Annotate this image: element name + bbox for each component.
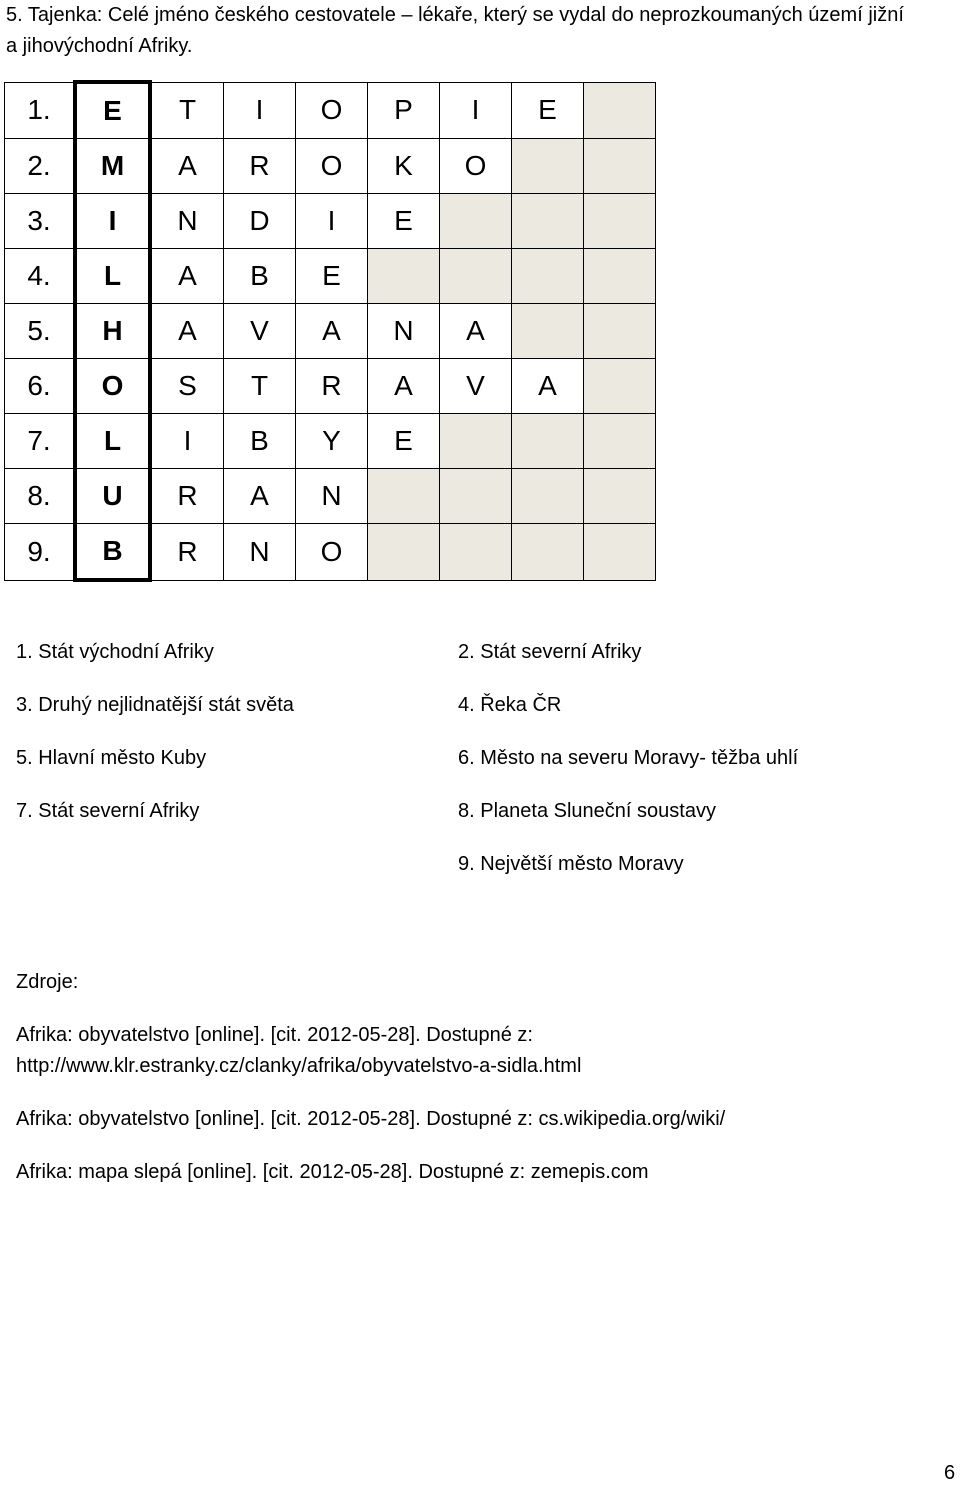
empty-cell	[584, 82, 656, 139]
tajenka-cell: U	[75, 469, 150, 524]
empty-cell	[440, 194, 512, 249]
tajenka-cell: L	[75, 414, 150, 469]
empty-cell	[368, 524, 440, 581]
sources-heading: Zdroje:	[16, 971, 79, 993]
empty-cell	[584, 139, 656, 194]
letter-cell: N	[224, 524, 296, 581]
empty-cell	[440, 414, 512, 469]
letter-cell: A	[512, 359, 584, 414]
row-number: 9.	[5, 524, 76, 581]
tajenka-cell: M	[75, 139, 150, 194]
clue-1: 1. Stát východní Afriky	[16, 641, 214, 663]
empty-cell	[584, 414, 656, 469]
letter-cell: A	[368, 359, 440, 414]
clue-9: 9. Největší město Moravy	[458, 853, 684, 875]
row-number: 1.	[5, 82, 76, 139]
letter-cell: A	[440, 304, 512, 359]
row-number: 7.	[5, 414, 76, 469]
row-number: 2.	[5, 139, 76, 194]
page-number: 6	[944, 1462, 956, 1484]
crossword-row	[5, 359, 656, 414]
empty-cell	[584, 359, 656, 414]
source-1-link[interactable]: http://www.klr.estranky.cz/clanky/afrika/obyvatelstvo-a-sidla.html	[16, 1055, 582, 1077]
letter-cell: V	[224, 304, 296, 359]
clue-4: 4. Řeka ČR	[458, 694, 562, 716]
crossword-grid	[4, 80, 656, 582]
empty-cell	[440, 524, 512, 581]
crossword-row	[5, 249, 656, 304]
letter-cell: I	[296, 194, 368, 249]
tajenka-cell: E	[75, 82, 150, 139]
clue-7: 7. Stát severní Afriky	[16, 800, 200, 822]
clue-8: 8. Planeta Sluneční soustavy	[458, 800, 716, 822]
instructions-line-2: a jihovýchodní Afriky.	[6, 35, 193, 57]
letter-cell: R	[224, 139, 296, 194]
letter-cell: Y	[296, 414, 368, 469]
crossword-row	[5, 304, 656, 359]
source-2: Afrika: obyvatelstvo [online]. [cit. 2012-05-28]. Dostupné z: cs.wikipedia.org/wiki/	[16, 1108, 726, 1130]
letter-cell: R	[150, 469, 224, 524]
letter-cell: K	[368, 139, 440, 194]
empty-cell	[584, 194, 656, 249]
row-number: 3.	[5, 194, 76, 249]
crossword-row	[5, 524, 656, 581]
empty-cell	[584, 304, 656, 359]
letter-cell: O	[440, 139, 512, 194]
tajenka-cell: L	[75, 249, 150, 304]
letter-cell: R	[150, 524, 224, 581]
letter-cell: T	[224, 359, 296, 414]
clue-6: 6. Město na severu Moravy- těžba uhlí	[458, 747, 799, 769]
empty-cell	[512, 469, 584, 524]
letter-cell: B	[224, 249, 296, 304]
letter-cell: O	[296, 524, 368, 581]
empty-cell	[512, 194, 584, 249]
row-number: 6.	[5, 359, 76, 414]
empty-cell	[512, 524, 584, 581]
clue-5: 5. Hlavní město Kuby	[16, 747, 207, 769]
source-3: Afrika: mapa slepá [online]. [cit. 2012-05-28]. Dostupné z: zemepis.com	[16, 1161, 649, 1183]
empty-cell	[512, 139, 584, 194]
empty-cell	[440, 469, 512, 524]
tajenka-cell: B	[75, 524, 150, 581]
empty-cell	[584, 469, 656, 524]
letter-cell: A	[150, 249, 224, 304]
letter-cell: E	[296, 249, 368, 304]
letter-cell: D	[224, 194, 296, 249]
letter-cell: A	[296, 304, 368, 359]
letter-cell: I	[224, 82, 296, 139]
letter-cell: S	[150, 359, 224, 414]
source-1-line-1: Afrika: obyvatelstvo [online]. [cit. 2012-05-28]. Dostupné z:	[16, 1024, 533, 1046]
letter-cell: E	[512, 82, 584, 139]
letter-cell: O	[296, 82, 368, 139]
crossword-row	[5, 139, 656, 194]
crossword-row	[5, 194, 656, 249]
letter-cell: V	[440, 359, 512, 414]
empty-cell	[584, 249, 656, 304]
instructions-line-1: 5. Tajenka: Celé jméno českého cestovatele – lékaře, který se vydal do neprozkoumaných území jižní	[6, 4, 904, 26]
letter-cell: T	[150, 82, 224, 139]
letter-cell: I	[150, 414, 224, 469]
empty-cell	[512, 304, 584, 359]
letter-cell: A	[150, 139, 224, 194]
row-number: 5.	[5, 304, 76, 359]
empty-cell	[440, 249, 512, 304]
tajenka-cell: O	[75, 359, 150, 414]
letter-cell: P	[368, 82, 440, 139]
row-number: 4.	[5, 249, 76, 304]
crossword-row	[5, 414, 656, 469]
clue-3: 3. Druhý nejlidnatější stát světa	[16, 694, 294, 716]
letter-cell: I	[440, 82, 512, 139]
empty-cell	[584, 524, 656, 581]
empty-cell	[512, 249, 584, 304]
tajenka-instructions	[6, 0, 946, 62]
letter-cell: O	[296, 139, 368, 194]
letter-cell: A	[224, 469, 296, 524]
empty-cell	[368, 249, 440, 304]
letter-cell: B	[224, 414, 296, 469]
letter-cell: N	[150, 194, 224, 249]
crossword-row	[5, 82, 656, 139]
letter-cell: R	[296, 359, 368, 414]
letter-cell: N	[296, 469, 368, 524]
letter-cell: N	[368, 304, 440, 359]
clue-2: 2. Stát severní Afriky	[458, 641, 642, 663]
tajenka-cell: I	[75, 194, 150, 249]
letter-cell: E	[368, 414, 440, 469]
letter-cell: E	[368, 194, 440, 249]
letter-cell: A	[150, 304, 224, 359]
crossword-row	[5, 469, 656, 524]
tajenka-cell: H	[75, 304, 150, 359]
empty-cell	[368, 469, 440, 524]
empty-cell	[512, 414, 584, 469]
row-number: 8.	[5, 469, 76, 524]
